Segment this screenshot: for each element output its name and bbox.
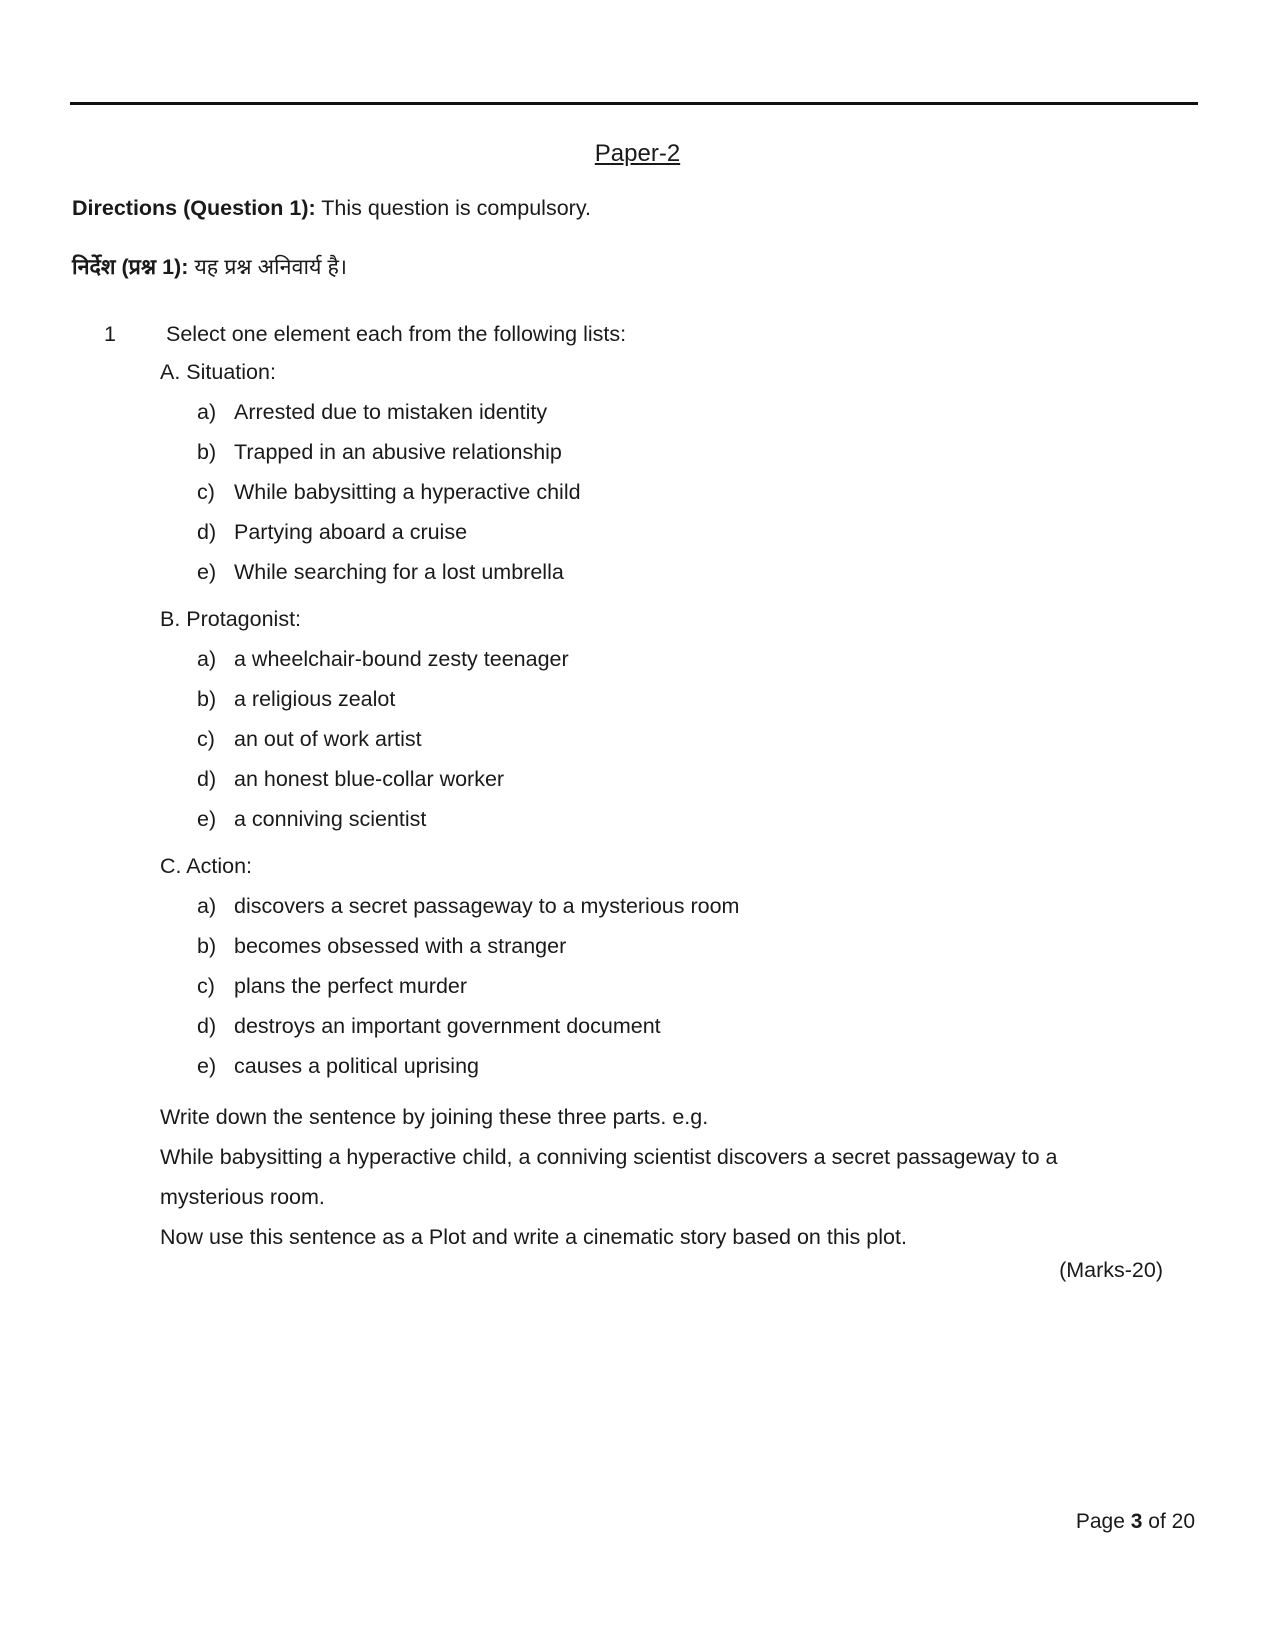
page-suffix: of 20 (1142, 1510, 1195, 1533)
directions-hindi-text: यह प्रश्न अनिवार्य है। (188, 255, 348, 279)
option-text: causes a political uprising (234, 1054, 479, 1078)
option-letter: d) (197, 520, 217, 544)
option-text: discovers a secret passageway to a mysterious room (234, 894, 740, 918)
page-number (1076, 1510, 1195, 1534)
option-letter: b) (197, 440, 217, 464)
directions-hindi (72, 252, 347, 281)
question-number: 1 (104, 322, 116, 346)
option-letter: e) (197, 807, 217, 831)
instruction-text-2: Now use this sentence as a Plot and write a cinematic story based on this plot. (160, 1225, 907, 1249)
page-current: 3 (1130, 1510, 1143, 1533)
option-letter: e) (197, 1054, 217, 1078)
marks-label: (Marks-20) (1059, 1258, 1163, 1282)
option-letter: b) (197, 687, 217, 711)
directions-text: This question is compulsory. (315, 196, 591, 220)
example-sentence-line-1: While babysitting a hyperactive child, a conniving scientist discovers a secret passageway to a (160, 1145, 1058, 1169)
option-letter: d) (197, 1014, 217, 1038)
option-text: a conniving scientist (234, 807, 427, 831)
page-title: Paper-2 (594, 140, 681, 167)
option-letter: d) (197, 767, 217, 791)
directions-label: Directions (Question 1): (72, 196, 316, 220)
option-letter: a) (197, 647, 217, 671)
option-letter: c) (197, 974, 215, 998)
directions-hindi-label: निर्देश (प्रश्न 1): (72, 255, 189, 279)
option-letter: b) (197, 934, 217, 958)
option-text: destroys an important government document (234, 1014, 661, 1038)
option-letter: c) (197, 727, 215, 751)
option-text: plans the perfect murder (234, 974, 468, 998)
option-text: a wheelchair-bound zesty teenager (234, 647, 569, 671)
option-text: a religious zealot (234, 687, 396, 711)
option-letter: c) (197, 480, 215, 504)
directions-english (72, 196, 591, 221)
option-letter: a) (197, 400, 217, 424)
page-prefix: Page (1075, 1510, 1131, 1533)
option-text: While babysitting a hyperactive child (234, 480, 581, 504)
section-heading-protagonist: B. Protagonist: (160, 607, 302, 631)
option-text: becomes obsessed with a stranger (234, 934, 567, 958)
option-letter: e) (197, 560, 217, 584)
question-prompt: Select one element each from the following lists: (166, 322, 627, 346)
option-text: an honest blue-collar worker (234, 767, 505, 791)
header-rule (70, 102, 1198, 105)
section-heading-situation: A. Situation: (160, 360, 276, 384)
option-text: Arrested due to mistaken identity (234, 400, 548, 424)
option-text: Partying aboard a cruise (234, 520, 468, 544)
example-sentence-line-2: mysterious room. (160, 1185, 325, 1209)
option-letter: a) (197, 894, 217, 918)
option-text: While searching for a lost umbrella (234, 560, 564, 584)
instruction-text: Write down the sentence by joining these three parts. e.g. (160, 1105, 709, 1129)
option-text: Trapped in an abusive relationship (234, 440, 562, 464)
option-text: an out of work artist (234, 727, 422, 751)
section-heading-action: C. Action: (160, 854, 253, 878)
